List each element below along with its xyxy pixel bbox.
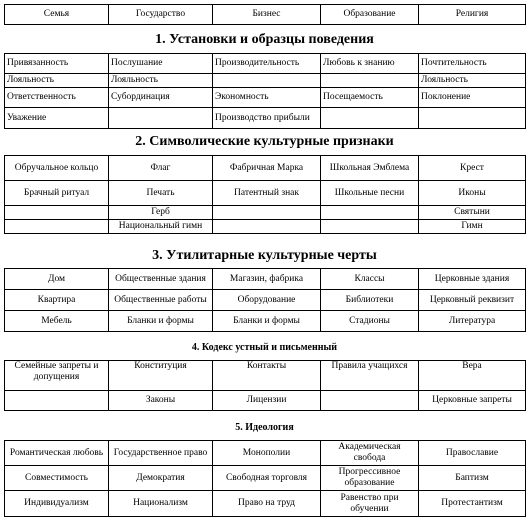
table-cell: Конституция	[109, 361, 213, 391]
table-row	[5, 108, 526, 129]
header-cell-family: Семья	[5, 5, 109, 25]
table-cell: Библиотеки	[321, 290, 419, 311]
table-cell: Романтическая любовь	[5, 441, 109, 466]
table-row	[5, 269, 526, 290]
table-cell: Дом	[5, 269, 109, 290]
table-cell: Любовь к знанию	[321, 54, 419, 74]
table-cell	[5, 391, 109, 411]
table-row	[5, 220, 526, 234]
table-cell: Привязанность	[5, 54, 109, 74]
table-cell: Совместимость	[5, 466, 109, 491]
table-row	[5, 88, 526, 108]
header-cell-state: Государство	[109, 5, 213, 25]
table-cell: Демократия	[109, 466, 213, 491]
table-cell: Индивидуализм	[5, 491, 109, 517]
section-title-2: 2. Символические культурные признаки	[135, 134, 394, 149]
table-cell: Право на труд	[213, 491, 321, 517]
table-row	[5, 311, 526, 332]
table-cell	[321, 220, 419, 234]
table-cell: Мебель	[5, 311, 109, 332]
table-cell: Субординация	[109, 88, 213, 108]
table-cell: Послушание	[109, 54, 213, 74]
table-cell: Почтительность	[419, 54, 526, 74]
table-cell	[419, 108, 526, 129]
table-cell: Школьные песни	[321, 181, 419, 206]
table-cell: Герб	[109, 206, 213, 220]
section-title-4: 4. Кодекс устный и письменный	[191, 342, 338, 353]
table-cell	[213, 74, 321, 88]
table-cell: Крест	[419, 156, 526, 181]
header-cell-education: Образование	[321, 5, 419, 25]
table-cell: Экономность	[213, 88, 321, 108]
table-cell: Лицензии	[213, 391, 321, 411]
section-table-1	[4, 53, 526, 129]
table-cell: Протестантизм	[419, 491, 526, 517]
table-cell: Производство прибыли	[213, 108, 321, 129]
table-cell: Обручальное кольцо	[5, 156, 109, 181]
table-cell: Печать	[109, 181, 213, 206]
table-cell: Контакты	[213, 361, 321, 391]
table-cell: Общественные здания	[109, 269, 213, 290]
header-cell-business: Бизнес	[213, 5, 321, 25]
table-cell: Бланки и формы	[213, 311, 321, 332]
table-row	[5, 441, 526, 466]
table-cell: Оборудование	[213, 290, 321, 311]
table-cell: Гимн	[419, 220, 526, 234]
table-row	[5, 491, 526, 517]
table-row	[5, 391, 526, 411]
table-cell: Школьная Эмблема	[321, 156, 419, 181]
table-cell: Патентный знак	[213, 181, 321, 206]
table-cell	[213, 220, 321, 234]
table-row	[5, 74, 526, 88]
table-cell: Церковные запреты	[419, 391, 526, 411]
table-cell: Бланки и формы	[109, 311, 213, 332]
table-cell: Лояльность	[109, 74, 213, 88]
table-row	[5, 54, 526, 74]
table-cell: Прогрессивное образование	[321, 466, 419, 491]
table-cell: Монополии	[213, 441, 321, 466]
table-row	[5, 156, 526, 181]
table-row	[5, 206, 526, 220]
section-table-3	[4, 268, 526, 332]
table-cell: Производительность	[213, 54, 321, 74]
table-cell: Лояльность	[5, 74, 109, 88]
table-cell: Общественные работы	[109, 290, 213, 311]
table-cell: Семейные запреты и допущения	[5, 361, 109, 391]
table-row	[5, 466, 526, 491]
table-row	[5, 290, 526, 311]
section-title-1: 1. Установки и образцы поведения	[155, 32, 374, 47]
table-row	[5, 361, 526, 391]
table-cell: Брачный ритуал	[5, 181, 109, 206]
table-cell: Квартира	[5, 290, 109, 311]
table-cell: Законы	[109, 391, 213, 411]
table-cell: Правила учащихся	[321, 361, 419, 391]
table-cell: Свободная торговля	[213, 466, 321, 491]
table-cell: Ответственность	[5, 88, 109, 108]
section-table-2	[4, 155, 526, 234]
header-table	[4, 4, 526, 25]
section-table-5	[4, 440, 526, 517]
table-cell	[5, 220, 109, 234]
table-cell: Вера	[419, 361, 526, 391]
table-cell	[321, 391, 419, 411]
table-cell: Церковный реквизит	[419, 290, 526, 311]
table-cell	[321, 108, 419, 129]
table-cell	[321, 74, 419, 88]
table-cell: Посещаемость	[321, 88, 419, 108]
table-cell: Православие	[419, 441, 526, 466]
table-cell	[109, 108, 213, 129]
table-row	[5, 181, 526, 206]
header-cell-religion: Религия	[419, 5, 526, 25]
section-title-3: 3. Утилитарные культурные черты	[152, 248, 377, 263]
table-cell: Баптизм	[419, 466, 526, 491]
table-cell: Равенство при обучении	[321, 491, 419, 517]
section-table-4	[4, 360, 526, 411]
table-cell	[321, 206, 419, 220]
table-cell: Фабричная Марка	[213, 156, 321, 181]
table-cell: Классы	[321, 269, 419, 290]
table-cell: Магазин, фабрика	[213, 269, 321, 290]
table-cell: Государственное право	[109, 441, 213, 466]
table-cell: Литература	[419, 311, 526, 332]
table-cell: Святыни	[419, 206, 526, 220]
table-cell: Поклонение	[419, 88, 526, 108]
table-cell: Академическая свобода	[321, 441, 419, 466]
table-cell: Национализм	[109, 491, 213, 517]
table-cell: Лояльность	[419, 74, 526, 88]
table-cell	[5, 206, 109, 220]
table-cell: Флаг	[109, 156, 213, 181]
table-cell: Уважение	[5, 108, 109, 129]
section-title-5: 5. Идеология	[235, 422, 294, 433]
table-cell: Национальный гимн	[109, 220, 213, 234]
table-cell	[213, 206, 321, 220]
table-cell: Иконы	[419, 181, 526, 206]
table-cell: Стадионы	[321, 311, 419, 332]
table-cell: Церковные здания	[419, 269, 526, 290]
